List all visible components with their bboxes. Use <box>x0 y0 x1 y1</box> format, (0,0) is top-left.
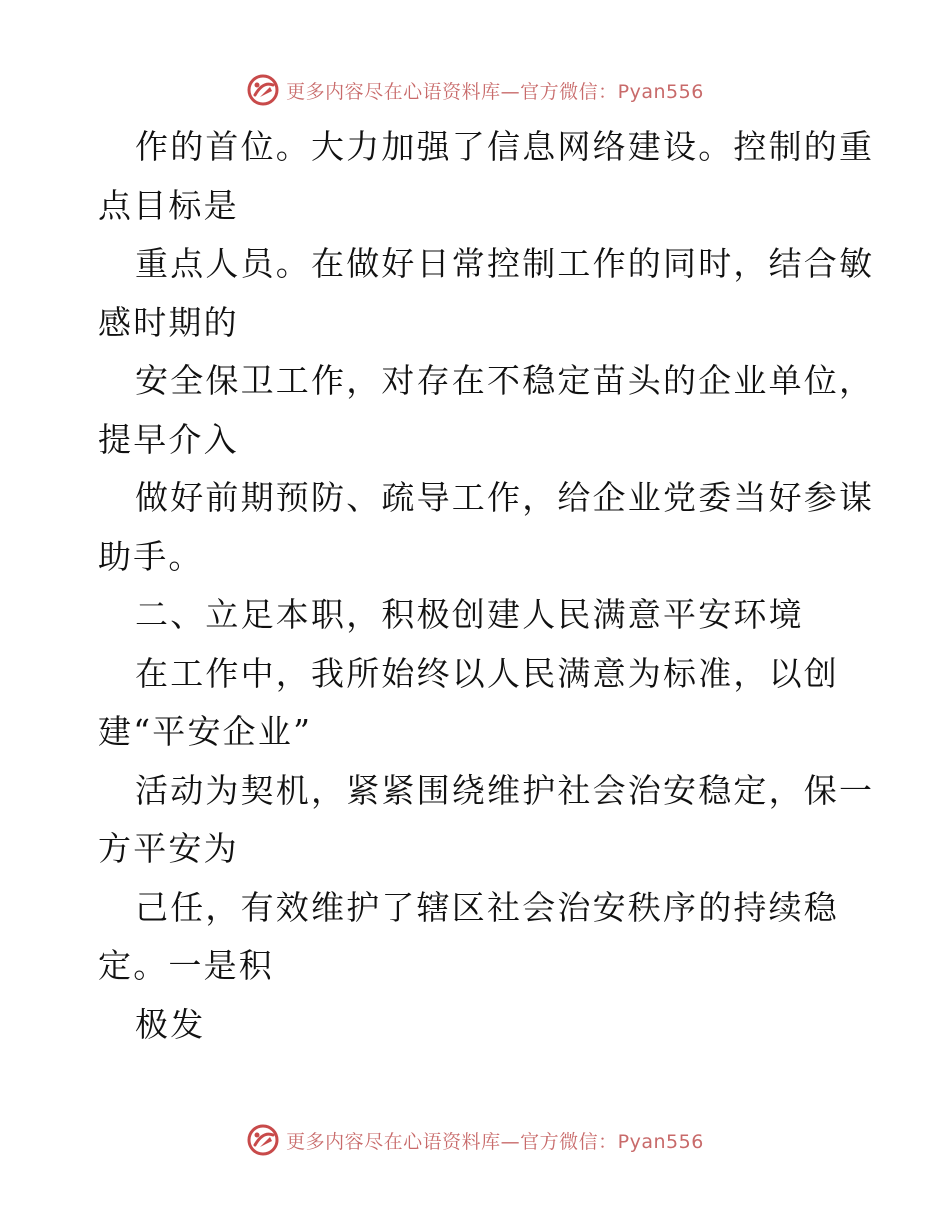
paragraph-line: 做好前期预防、疏导工作，给企业党委当好参谋 <box>135 478 875 517</box>
brand-logo-icon <box>246 1123 280 1157</box>
watermark-text: 更多内容尽在心语资料库—官方微信：Pyan556 <box>286 1130 704 1153</box>
paragraph-line: 感时期的 <box>98 302 239 342</box>
paragraph-line: 二、立足本职，积极创建人民满意平安环境 <box>135 595 804 634</box>
paragraph-line: 方平安为 <box>98 829 239 868</box>
footer-watermark <box>0 1120 950 1160</box>
brand-logo-icon <box>246 73 280 107</box>
paragraph-line: 安全保卫工作，对存在不稳定苗头的企业单位， <box>135 361 875 400</box>
paragraph-line: 极发 <box>135 1004 206 1044</box>
paragraph-line: 作的首位。大力加强了信息网络建设。控制的重 <box>135 127 875 166</box>
paragraph-line: 己任，有效维护了辖区社会治安秩序的持续稳 <box>135 887 839 927</box>
paragraph-line: 助手。 <box>98 536 204 576</box>
document-body <box>98 118 875 1054</box>
watermark-text: 更多内容尽在心语资料库—官方微信：Pyan556 <box>286 80 704 103</box>
paragraph-line: 重点人员。在做好日常控制工作的同时，结合敏 <box>135 244 875 283</box>
paragraph-line: 建“平安企业” <box>98 712 313 751</box>
paragraph-line: 点目标是 <box>98 185 239 225</box>
paragraph-line: 活动为契机，紧紧围绕维护社会治安稳定，保一 <box>135 770 875 810</box>
paragraph-line: 定。一是积 <box>98 946 274 985</box>
header-watermark <box>0 70 950 110</box>
paragraph-line: 提早介入 <box>98 419 239 459</box>
paragraph-line: 在工作中，我所始终以人民满意为标准，以创 <box>135 653 839 693</box>
